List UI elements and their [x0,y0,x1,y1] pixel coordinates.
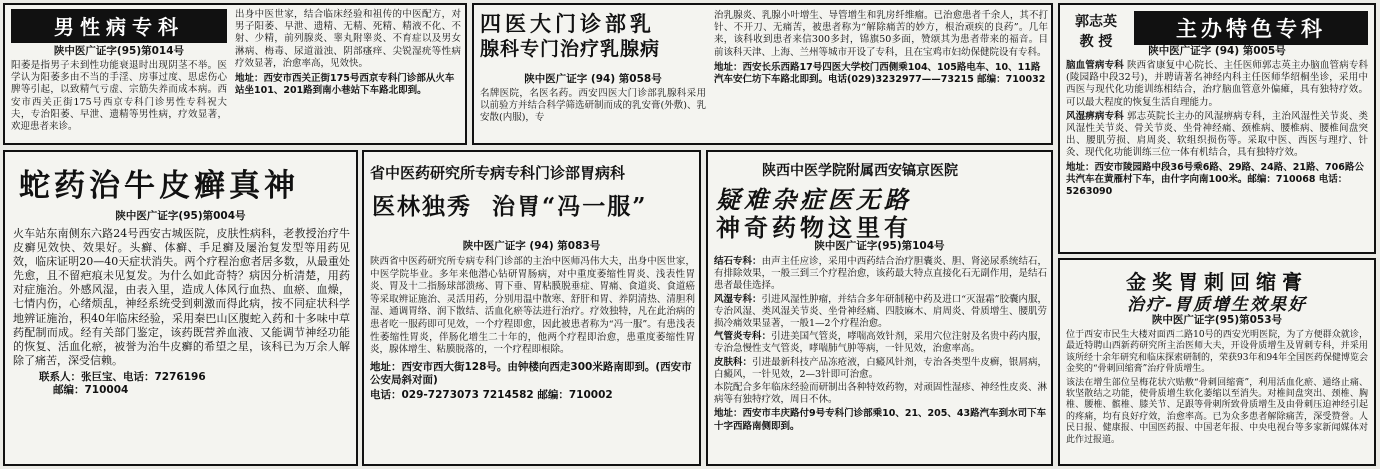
professor-name: 郭志英 [1075,14,1117,30]
ad-contact: 联系人：张巨宝、电话：7276196 [39,370,206,383]
ad-para-stroke [1066,60,1368,109]
ad-body: 火车站东南侧东六路24号西安古城医院，皮肤性病科，老教授治疗牛皮癣见效快、效果好。头癣、体癣、手足癣及屡治复发型等用药见效，临床证明20—40天症状消失。两个疗程治愈者居多数，从最重处先愈，且不留疤痕未见复发。为什么如此奇特？病因分析清楚，用药对症施治。外感风湿，由表入里，造成人体风行血热、血瘀、血燥，七情内伤，心绪烦乱，神经系统受到刺激而得此病，按不同症状科学地辨证施治，积40年临床经验，采用秦巴山区腹蛇入药和十多味中草药配制而成。经有关部门鉴定，该药既营养血液、又能调节神经功能的恢复、活血化瘀，被誉为治牛皮癣的希望之星，该科已为万余人解除了痛苦，深受信赖。 [13,227,350,367]
section-text: 引进风湿性肿瘤，并结合多年研制秘中药及进口“灭湿霜”胶囊内服，专治风湿、类风湿关节炎、坐骨神经痛、四肢麻木、肩周炎、骨质增生、腰肌劳损冷痛效果显著，一般1—2个疗程治愈。 [714,293,1047,330]
hospital-name: 陕西中医学院附属西安镐京医院 [762,163,958,179]
section-bronchitis [714,331,1047,355]
ad-title-line1: 四医大门诊部乳 [480,11,655,36]
ad-title-line2: 腺科专门治疗乳腺病 [480,38,661,60]
ad-postcode: 邮编：710004 [53,383,129,396]
ad-body: 陕西省中医药研究所专病专科门诊部的主治中医师冯伟大夫，出身中医世家，中医学院毕业。多年来他潜心钻研胃肠病，对中重度萎缩性胃炎、浅表性胃炎、胃及十二指肠球部溃疡、胃下垂、胃粘膜脱垂症、胃痛、食道炎、食道癌等采取辨证施治、灵活用药，分别用温中散寒、舒肝和胃、养阴清热、清胆利湿、通调胃络、润下散结、活血化瘀等法进行治疗。疗效独特，凡在此治病的患者吃一服药即可见效，一个疗程即愈，因此被患者称为“冯一服”。有患浅表性萎缩性胃炎，伴肠化增生二十年的，他两个疗程即治愈，患重度萎缩性胃炎，腺体增生、粘膜脱落的，一个疗程即根除。 [370,256,695,356]
section-label: 皮肤科： [714,356,753,368]
ad-stomach-clinic [362,150,701,466]
section-text: 本院配合多年临床经验而研制出各种特效药物，对顽固性湿疹、神经性皮炎、淋病等有独特疗效，周日不休。 [714,382,1047,406]
ad-address: 地址：西安市西大街128号。由钟楼向西走300米路南即到。(西安市公安局斜对面) [370,360,692,386]
ad-title-line2: 医林独秀 治胃“冯一服” [372,193,648,220]
section-rheumatism [714,294,1047,331]
ad-male-disease [3,3,467,145]
cert-number: 陕中医广证字(95)第053号 [1151,314,1283,326]
ad-title-line1: 金奖胃刺回缩膏 [1126,270,1308,294]
ad-title: 蛇药治牛皮癣真神 [19,168,299,204]
section-stones [714,256,1047,293]
ad-phone: 电话：029-7273073 7214582 邮编：710002 [370,388,613,401]
section-text: 由声主任应诊，采用中西药结合治疗胆囊炎、胆、肾泌尿系统结石，有排除效果，一般三到三个疗程治愈，该药最大特点直接化石无副作用，是结石患者最佳选择。 [714,256,1047,292]
section-text: 郭志英院长主办的风湿痹病专科，主治风湿性关节炎、类风湿性关节炎、骨关节炎、坐骨神经痛、颈椎病、腰椎病、腰椎间盘突出、腰肌劳损、肩周炎、软组织损伤等。采取中医、西医与理疗、针灸、现代化功能训练三位一体有机结合，具有独特疗效。 [1066,110,1368,159]
cert-number: 陕中医广证字 (94) 第005号 [1148,45,1286,57]
section-label: 风湿专科： [714,293,762,305]
ad-psoriasis [3,150,358,466]
section-other [714,382,1047,406]
cert-number: 陕中医广证字(95)第014号 [53,45,185,57]
section-text: 引进美国气管炎，哮喘高效针剂，采用穴位注射及名贵中药内服，专治急慢性支气管炎，哮喘肺气肿等病，一针见效，治愈率高。 [714,331,1047,355]
ad-title: 主办特色专科 [1134,11,1368,45]
ad-para-2: 该法在增生部位呈梅花状穴贴敷“骨刺回缩膏”，利用活血化瘀、通络止痛、软坚散结之功能，使骨质增生软化萎缩以至消失。对椎间盘突出、颈椎、胸椎、腰椎、髌椎、膝关节、足跟等骨刺所致骨质增生及由骨刺压迫神经引起的疼痛，均有良好疗效，治愈率高。已为众多患者解除痛苦，深受赞誉。人民日报、健康报、中国医药报、中国老年报、中央电视台等多家新闻媒体对此作过报道。 [1066,377,1368,445]
section-dermatology [714,357,1047,381]
ad-para-rheumatism [1066,111,1368,160]
section-text: 引进最新科技产品冻疮液，白癜风针剂，专治各类型牛皮癣，银屑病，白癜风，一针见效，2—3针即可治愈。 [714,356,1047,380]
ad-title-line1: 疑难杂症医无路 [716,185,912,214]
cert-number: 陕中医广证字 (94) 第058号 [524,73,662,85]
ad-title-line2: 治疗-胃质增生效果好 [1126,295,1308,315]
ad-body-left: 阳萎是指男子未到性功能衰退时出现阴茎不举。医学认为阳萎多由不当的手淫、房事过度、思虑伤心脾等引起，以致精气亏虚、宗筋失养而成本病。西安市西关正街175号西京专科门诊男性专科祝大夫，专治阳萎、早泄、遗精等男性病，疗效显著，欢迎患者来诊。 [11,60,227,133]
ad-guo-specialty [1058,3,1376,254]
ad-address: 地址：西安长乐西路17号四医大学校门西侧乘104、105路电车、10、11路汽车安仁坊下车路北即到。电话(029)3232977——73215 邮编：710032 [714,61,1046,86]
section-label: 风湿痹病专科 [1066,110,1124,122]
ad-breast-clinic [472,3,1053,145]
ad-body-right: 治乳腺炎、乳腺小叶增生、导管增生和乳房纤维瘤。已治愈患者千余人，其不打针、不开刀、无痛苦，被患者称为“解除痛苦的妙方，根治顽疾的良药”。几年来，该科收到患者来信300多封，锦旗50多面，赞颂其为患者带来的福音。目前该科天津、上海、兰州等城市开设了专科，且在宝鸡市妇幼保健院设有专科。 [714,10,1048,58]
section-label: 脑血管病专科 [1066,60,1124,71]
professor-title: 教 授 [1079,34,1113,50]
ad-title-line1: 省中医药研究所专病专科门诊部胃病科 [370,164,626,182]
ad-body-left: 名牌医院，名医名药。西安四医大门诊部乳腺科采用以前验方并结合科学筛选研制而成的乳安膏(外敷)、乳安散(内服)，专 [480,88,706,124]
ad-haojing-hospital [706,150,1053,466]
section-label: 结石专科： [714,256,762,267]
cert-number: 陕中医广证字 (94) 第083号 [462,240,601,252]
ad-address: 地址：西安市丰庆路付9号专科门诊部乘10、21、205、43路汽车到水司下车十字西路南侧即到。 [714,408,1047,432]
section-text: 陕西省康复中心院长、主任医师郭志英主办脑血管病专科(陵园路中段32号)，并聘请著名神经内科主任医师华绍桐坐诊，采用中西医与现代化功能训练相结合，治疗脑血管意外偏瘫，具有独特疗效。可以最大程度的恢复生活自理能力。 [1066,60,1368,108]
ad-address: 地址：西安市陵园路中段36号乘6路、29路、24路、21路、706路公共汽车在黄雁村下车，由什字向南100米。邮编：710068 电话：5263090 [1066,161,1364,198]
ad-title-line2: 神奇药物这里有 [716,213,912,242]
ad-bone-spur [1058,258,1376,466]
cert-number: 陕中医广证字(95)第104号 [814,240,945,252]
ad-body-right: 出身中医世家，结合临床经验和祖传的中医配方，对男子阳萎、早泄、遗精、无精、死精、精液不化、不射、少精，前列腺炎、睾丸附睾炎、不育症以及男女淋病、梅毒、尿道溢浊、阴部瘙痒、尖锐湿疣等性病疗效显著，治愈率高，见效快。 [235,9,461,69]
cert-number: 陕中医广证字(95)第004号 [115,210,246,222]
ad-para-1: 位于西安市民生大楼对面西二路10号的西安光明医院，为了方便群众就诊，最近特聘山西新药研究所主治医师大夫，开设骨质增生及胃刺专科，并采用该所经十余年研究和临床探索研制的，荣获93年和94年全国医药保健博览会金奖的“骨刺回缩膏”治疗骨质增生。 [1066,330,1368,375]
ad-title: 男性病专科 [11,9,227,43]
ad-address: 地址：西安市西关正街175号西京专科门诊部从火车站坐101、201路到南小巷站下车路北即到。 [235,73,455,97]
section-label: 气管炎专科： [714,331,772,343]
